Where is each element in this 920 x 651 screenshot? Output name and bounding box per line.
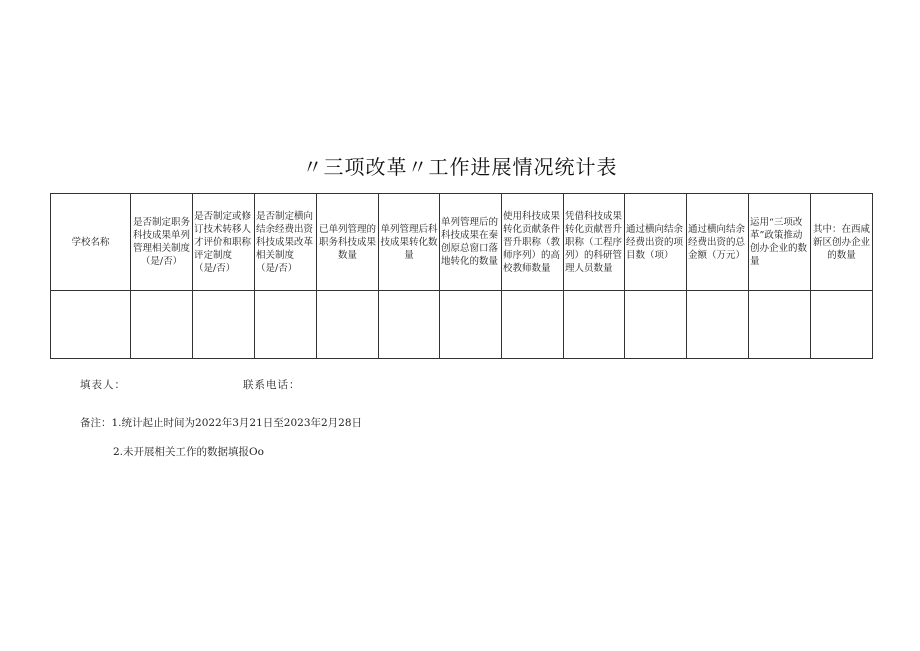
table-cell[interactable]	[625, 291, 687, 359]
table-cell[interactable]	[193, 291, 255, 359]
table-row	[51, 291, 873, 359]
header-teacher-promotion-count: 使用科技成果转化贡献条件晋升职称（教师序列）的高校教师数量	[502, 194, 564, 291]
cell-school-name[interactable]	[51, 291, 131, 359]
header-talent-evaluation-policy: 是否制定或修订技术转移人才评价和职称评定制度（是/否）	[193, 194, 255, 291]
table-cell[interactable]	[131, 291, 193, 359]
note-period: 备注：1.统计起止时间为2022年3月21日至2023年2月28日	[80, 417, 363, 429]
header-horizontal-funding-policy: 是否制定横向结余经费出资科技成果改革相关制度（是/否）	[255, 194, 317, 291]
note-empty-data: 2.未开展相关工作的数据填报Oo	[113, 446, 264, 458]
table-cell[interactable]	[379, 291, 440, 359]
header-separately-managed-count: 已单列管理的职务科技成果数量	[317, 194, 379, 291]
filler-label: 填表人：	[80, 379, 126, 391]
header-row	[51, 194, 873, 291]
phone-label: 联系电话：	[243, 379, 301, 391]
table-cell[interactable]	[317, 291, 379, 359]
table-cell[interactable]	[564, 291, 625, 359]
document-title: 〃三项改革〃工作进展情况统计表	[302, 155, 618, 179]
statistics-table	[50, 193, 873, 359]
header-school-name: 学校名称	[51, 194, 131, 291]
header-engineer-promotion-count: 凭借科技成果转化贡献晋升职称（工程序列）的科研管理人员数量	[564, 194, 625, 291]
header-xixian-enterprises-count: 其中：在西咸新区创办企业的数量	[811, 194, 873, 291]
table-cell[interactable]	[687, 291, 749, 359]
table-cell[interactable]	[749, 291, 811, 359]
header-funded-amount: 通过横向结余经费出资的总金额（万元）	[687, 194, 749, 291]
header-transformation-count: 单列管理后科技成果转化数量	[379, 194, 440, 291]
header-enterprises-count: 运用“三项改革”政策推动创办企业的数量	[749, 194, 811, 291]
header-funded-projects-count: 通过横向结余经费出资的项目数（项）	[625, 194, 687, 291]
table-cell[interactable]	[502, 291, 564, 359]
table-cell[interactable]	[440, 291, 502, 359]
header-separate-management-policy: 是否制定职务科技成果单列管理相关制度（是/否）	[131, 194, 193, 291]
header-qinchuangyuan-count: 单列管理后的科技成果在秦创原总窗口落地转化的数量	[440, 194, 502, 291]
table-cell[interactable]	[811, 291, 873, 359]
table-cell[interactable]	[255, 291, 317, 359]
